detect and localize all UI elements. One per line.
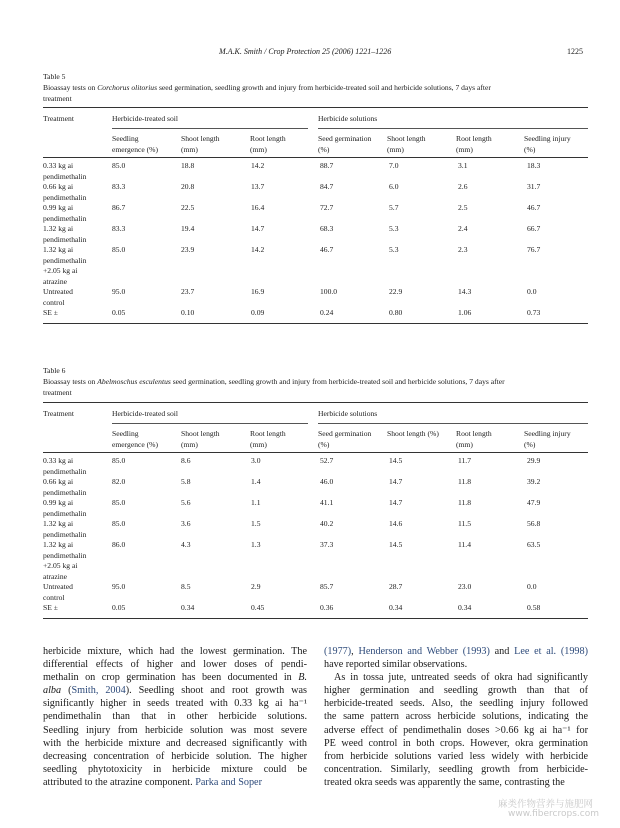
column-header: Root length (mm) xyxy=(250,134,286,154)
table-cell: 11.7 xyxy=(458,456,472,465)
table-header-rule xyxy=(43,157,588,158)
group-header-soil: Herbicide-treated soil xyxy=(112,114,178,123)
table-cell: 2.3 xyxy=(458,245,468,254)
row-treatment: SE ± xyxy=(43,603,58,612)
table-cell: 0.80 xyxy=(389,308,403,317)
table6-caption-line2: treatment xyxy=(43,388,72,397)
column-header: Seedling injury (%) xyxy=(524,429,571,449)
table-cell: 5.6 xyxy=(181,498,191,507)
table-top-rule xyxy=(43,402,588,403)
table-cell: 3.0 xyxy=(251,456,261,465)
table-cell: 46.7 xyxy=(320,245,334,254)
watermark-line2: www.fibercrops.com xyxy=(508,809,599,819)
table-cell: 23.7 xyxy=(181,287,195,296)
group-rule-solutions xyxy=(318,423,588,424)
table-cell: 2.6 xyxy=(458,182,468,191)
running-title: M.A.K. Smith / Crop Protection 25 (2006) 1221–1226 xyxy=(219,47,392,56)
table-cell: 85.0 xyxy=(112,161,126,170)
row-treatment: 0.33 kg ai pendimethalin xyxy=(43,161,87,181)
table-cell: 0.58 xyxy=(527,603,541,612)
text-line: As in tossa jute, untreated seeds of okra had significantly xyxy=(334,672,588,684)
table-cell: 29.9 xyxy=(527,456,541,465)
table-cell: 7.0 xyxy=(389,161,399,170)
text-line: concentration. Similarly, seedling growth from herbicide- xyxy=(324,763,588,775)
table-cell: 3.1 xyxy=(458,161,468,170)
table-cell: 1.5 xyxy=(251,519,261,528)
table-cell: 14.7 xyxy=(389,477,403,486)
column-header: Seedling emergence (%) xyxy=(112,429,159,449)
table5-caption-line1: Bioassay tests on Corchorus olitorius seed germination, seedling growth and injury from herbicide-treated soil and herbicide solutions, 7 days after xyxy=(43,83,491,92)
table-cell: 83.3 xyxy=(112,224,126,233)
row-treatment: 0.33 kg ai pendimethalin xyxy=(43,456,87,476)
table-cell: 3.6 xyxy=(181,519,191,528)
table-cell: 0.34 xyxy=(389,603,403,612)
table-cell: 85.0 xyxy=(112,245,126,254)
table-cell: 20.8 xyxy=(181,182,195,191)
table-cell: 18.3 xyxy=(527,161,541,170)
table-cell: 18.8 xyxy=(181,161,195,170)
table-cell: 46.0 xyxy=(320,477,334,486)
text-line: pendimethalin than that in other herbicide solutions. xyxy=(43,711,307,723)
table-cell: 37.3 xyxy=(320,540,334,549)
table-cell: 14.7 xyxy=(251,224,265,233)
table-cell: 95.0 xyxy=(112,582,126,591)
table-cell: 19.4 xyxy=(181,224,195,233)
table-cell: 14.2 xyxy=(251,245,265,254)
column-header: Shoot length (mm) xyxy=(181,134,220,154)
table-cell: 85.0 xyxy=(112,519,126,528)
table6-caption-line1: Bioassay tests on Abelmoschus esculentus seed germination, seedling growth and injury from herbicide-treated soil and herbicide solutions, 7 days after xyxy=(43,377,505,386)
text-line: decreasing concentration of herbicide solution. The higher xyxy=(43,750,307,762)
table-cell: 8.6 xyxy=(181,456,191,465)
table-cell: 0.10 xyxy=(181,308,195,317)
table-cell: 52.7 xyxy=(320,456,334,465)
table5-label: Table 5 xyxy=(43,72,66,81)
table-cell: 83.3 xyxy=(112,182,126,191)
table-cell: 5.8 xyxy=(181,477,191,486)
table-cell: 47.9 xyxy=(527,498,541,507)
table-cell: 39.2 xyxy=(527,477,541,486)
table-cell: 4.3 xyxy=(181,540,191,549)
table-cell: 14.2 xyxy=(251,161,265,170)
text-line: (1977), Henderson and Webber (1993) and Lee et al. (1998) xyxy=(324,646,588,657)
table-cell: 86.7 xyxy=(112,203,126,212)
table-cell: 0.05 xyxy=(112,603,126,612)
table-cell: 1.06 xyxy=(458,308,472,317)
column-header-treatment: Treatment xyxy=(43,409,74,418)
column-header: Shoot length (mm) xyxy=(181,429,220,449)
table-cell: 14.5 xyxy=(389,456,403,465)
text-line: the same pattern across herbicide solutions, indicating the xyxy=(324,711,588,723)
group-header-solutions: Herbicide solutions xyxy=(318,409,378,418)
table-cell: 0.34 xyxy=(458,603,472,612)
row-treatment: 0.66 kg ai pendimethalin xyxy=(43,477,87,497)
text-line: with the herbicide mixture and decreased significantly with xyxy=(43,737,307,749)
table-cell: 16.9 xyxy=(251,287,265,296)
table-cell: 13.7 xyxy=(251,182,265,191)
table-cell: 22.9 xyxy=(389,287,403,296)
table-cell: 84.7 xyxy=(320,182,334,191)
column-header: Root length (mm) xyxy=(456,134,492,154)
text-line: from herbicide solutions varied less widely with herbicide xyxy=(324,750,588,762)
table-cell: 95.0 xyxy=(112,287,126,296)
table-cell: 88.7 xyxy=(320,161,334,170)
row-treatment: 1.32 kg ai pendimethalin +2.05 kg ai atrazine xyxy=(43,245,87,286)
group-rule-soil xyxy=(112,128,308,129)
table-bottom-rule xyxy=(43,618,588,619)
table-cell: 5.7 xyxy=(389,203,399,212)
row-treatment: 0.99 kg ai pendimethalin xyxy=(43,498,87,518)
table6-label: Table 6 xyxy=(43,366,66,375)
table-bottom-rule xyxy=(43,323,588,324)
group-rule-solutions xyxy=(318,128,588,129)
page-number: 1225 xyxy=(567,47,583,56)
table-cell: 41.1 xyxy=(320,498,334,507)
body-column-right xyxy=(324,645,588,789)
table-cell: 85.0 xyxy=(112,498,126,507)
table-cell: 63.5 xyxy=(527,540,541,549)
text-line: herbicide mixture, which had the lowest germination. The xyxy=(43,646,307,657)
text-line: attributed to the atrazine component. Parka and Soper xyxy=(43,776,262,788)
text-line: adverse effect of pendimethalin doses >0.66 kg ai ha⁻¹ for xyxy=(324,724,588,736)
table-cell: 11.8 xyxy=(458,477,472,486)
table-header-rule xyxy=(43,452,588,453)
table-cell: 5.3 xyxy=(389,224,399,233)
text-line: treated okra seeds was apparently the same, contrasting the xyxy=(324,776,565,788)
text-line: PE weed control in both crops. However, okra germination xyxy=(324,737,588,749)
row-treatment: SE ± xyxy=(43,308,58,317)
table-cell: 16.4 xyxy=(251,203,265,212)
table-cell: 85.7 xyxy=(320,582,334,591)
table-cell: 56.8 xyxy=(527,519,541,528)
column-header: Seed germination (%) xyxy=(318,429,372,449)
column-header: Shoot length (%) xyxy=(387,429,439,438)
table-cell: 0.0 xyxy=(527,287,537,296)
row-treatment: 0.66 kg ai pendimethalin xyxy=(43,182,87,202)
table-cell: 68.3 xyxy=(320,224,334,233)
column-header: Root length (mm) xyxy=(456,429,492,449)
column-header: Shoot length (mm) xyxy=(387,134,426,154)
table6-caption xyxy=(43,365,588,398)
table-cell: 2.4 xyxy=(458,224,468,233)
table-cell: 0.73 xyxy=(527,308,541,317)
table-cell: 22.5 xyxy=(181,203,195,212)
table-cell: 31.7 xyxy=(527,182,541,191)
table-cell: 1.3 xyxy=(251,540,261,549)
group-header-soil: Herbicide-treated soil xyxy=(112,409,178,418)
table5-caption-line2: treatment xyxy=(43,94,72,103)
table-cell: 5.3 xyxy=(389,245,399,254)
table-cell: 86.0 xyxy=(112,540,126,549)
table5-caption xyxy=(43,71,588,104)
text-line: significantly higher in seeds treated with 0.33 kg ai ha⁻¹ xyxy=(43,698,307,710)
row-treatment: 1.32 kg ai pendimethalin xyxy=(43,224,87,244)
table-top-rule xyxy=(43,107,588,108)
column-header: Seedling injury (%) xyxy=(524,134,571,154)
table-cell: 11.5 xyxy=(458,519,472,528)
table-cell: 66.7 xyxy=(527,224,541,233)
group-header-solutions: Herbicide solutions xyxy=(318,114,378,123)
table-cell: 0.45 xyxy=(251,603,265,612)
table-cell: 23.0 xyxy=(458,582,472,591)
table-cell: 0.34 xyxy=(181,603,195,612)
table-cell: 76.7 xyxy=(527,245,541,254)
row-treatment: 1.32 kg ai pendimethalin xyxy=(43,519,87,539)
table-cell: 0.09 xyxy=(251,308,265,317)
table-cell: 6.0 xyxy=(389,182,399,191)
table-cell: 85.0 xyxy=(112,456,126,465)
table-cell: 0.24 xyxy=(320,308,334,317)
table-cell: 14.5 xyxy=(389,540,403,549)
text-line: methalin on crop germination has been documented in B. xyxy=(43,672,307,684)
column-header-treatment: Treatment xyxy=(43,114,74,123)
row-treatment: 0.99 kg ai pendimethalin xyxy=(43,203,87,223)
table-cell: 82.0 xyxy=(112,477,126,486)
table-cell: 2.9 xyxy=(251,582,261,591)
table-cell: 11.8 xyxy=(458,498,472,507)
body-column-left xyxy=(43,645,307,789)
text-line: herbicide-treated seeds. Also, the seedling injury followed xyxy=(324,698,588,710)
watermark-line1: 麻类作物营养与施肥网 xyxy=(498,799,594,810)
table-cell: 8.5 xyxy=(181,582,191,591)
row-treatment: Untreated control xyxy=(43,582,73,602)
text-line: Seedling injury from herbicide solution was most severe xyxy=(43,724,307,736)
text-line: differential effects of higher and lower doses of pendi- xyxy=(43,659,307,671)
column-header: Root length (mm) xyxy=(250,429,286,449)
table-cell: 46.7 xyxy=(527,203,541,212)
row-treatment: 1.32 kg ai pendimethalin +2.05 kg ai atrazine xyxy=(43,540,87,581)
table-cell: 0.05 xyxy=(112,308,126,317)
text-line: higher germination and seedling growth than that of xyxy=(324,685,588,697)
text-line: alba (Smith, 2004). Seedling shoot and root growth was xyxy=(43,685,307,697)
row-treatment: Untreated control xyxy=(43,287,73,307)
text-line: have reported similar observations. xyxy=(324,659,468,671)
table-cell: 14.7 xyxy=(389,498,403,507)
table-cell: 11.4 xyxy=(458,540,472,549)
table-cell: 23.9 xyxy=(181,245,195,254)
table-cell: 0.36 xyxy=(320,603,334,612)
column-header: Seedling emergence (%) xyxy=(112,134,159,154)
column-header: Seed germination (%) xyxy=(318,134,372,154)
table-cell: 14.6 xyxy=(389,519,403,528)
group-rule-soil xyxy=(112,423,308,424)
text-line: seedling phytotoxicity in herbicide mixture could be xyxy=(43,763,307,775)
table-cell: 2.5 xyxy=(458,203,468,212)
table-cell: 40.2 xyxy=(320,519,334,528)
table-cell: 28.7 xyxy=(389,582,403,591)
table-cell: 1.4 xyxy=(251,477,261,486)
table-cell: 100.0 xyxy=(320,287,338,296)
table-cell: 72.7 xyxy=(320,203,334,212)
table-cell: 14.3 xyxy=(458,287,472,296)
table-cell: 1.1 xyxy=(251,498,261,507)
table-cell: 0.0 xyxy=(527,582,537,591)
